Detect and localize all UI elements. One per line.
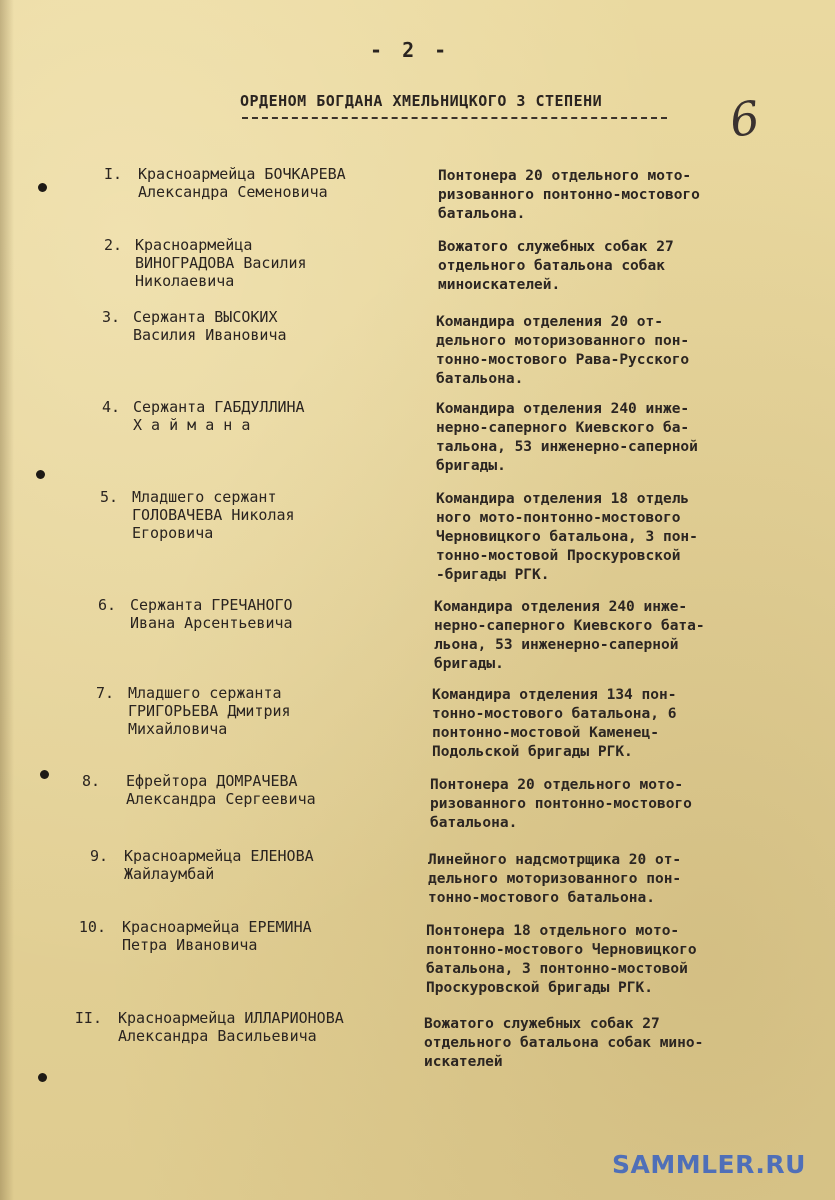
name-line: Красноармейца (135, 236, 253, 254)
document-heading: ОРДЕНОМ БОГДАНА ХМЕЛЬНИЦКОГО 3 СТЕПЕНИ (240, 92, 603, 110)
duty-line: нерно-саперного Киевского ба- (436, 420, 690, 436)
name-line: Красноармейца ИЛЛАРИОНОВА (118, 1009, 344, 1027)
name-line: Николаевича (135, 272, 235, 290)
duty-line: ризованного понтонно-мостового (430, 796, 692, 812)
entry-name (135, 236, 435, 290)
duty-line: отдельного батальона собак (438, 258, 665, 274)
name-line: Александра Семеновича (138, 183, 328, 201)
name-line: Младшего сержант (132, 488, 277, 506)
name-line: ВИНОГРАДОВА Василия (135, 254, 307, 272)
duty-line: миноискателей. (438, 277, 561, 293)
duty-line: Командира отделения 240 инже- (436, 401, 690, 417)
entry-duty (438, 238, 798, 295)
entry-number: 6. (97, 596, 116, 614)
handwritten-margin-mark: 6 (726, 90, 763, 148)
entry-duty (432, 686, 792, 762)
duty-line: Понтонера 20 отдельного мото- (438, 168, 692, 184)
duty-line: искателей (424, 1054, 503, 1070)
name-line: Красноармейца ЕЛЕНОВА (124, 847, 314, 865)
name-line: Василия Ивановича (133, 326, 287, 344)
duty-line: тонно-мостового батальона, 6 (432, 706, 677, 722)
name-line: Младшего сержанта (128, 684, 282, 702)
heading-underline (242, 117, 667, 119)
duty-line: батальона. (436, 371, 524, 387)
name-line: Жайлаумбай (124, 865, 215, 883)
duty-line: понтонно-мостового Черновицкого (426, 942, 697, 958)
entry-name (138, 165, 438, 201)
duty-line: Командира отделения 240 инже- (434, 599, 688, 615)
duty-line: нерно-саперного Киевского бата- (434, 618, 705, 634)
duty-line: тальона, 53 инженерно-саперной (436, 439, 698, 455)
name-line: ГРИГОРЬЕВА Дмитрия (128, 702, 291, 720)
entry-number: 5. (99, 488, 118, 506)
entry-duty (430, 776, 790, 833)
name-line: Александра Сергеевича (126, 790, 316, 808)
duty-line: Черновицкого батальона, 3 пон- (436, 529, 698, 545)
duty-line: бригады. (434, 656, 504, 672)
entry-number: 4. (101, 398, 120, 416)
name-line: Михайловича (128, 720, 228, 738)
entry-name (124, 847, 424, 883)
name-line: ГОЛОВАЧЕВА Николая (132, 506, 295, 524)
entry-name (126, 772, 426, 808)
punch-hole-mark (36, 470, 45, 479)
duty-line: Командира отделения 18 отдель (436, 491, 690, 507)
duty-line: -бригады РГК. (436, 567, 550, 583)
entry-duty (436, 490, 796, 585)
duty-line: батальона. (430, 815, 518, 831)
duty-line: бригады. (436, 458, 506, 474)
duty-line: Вожатого служебных собак 27 (424, 1016, 660, 1032)
name-line: Сержанта ГАБДУЛЛИНА (133, 398, 305, 416)
duty-line: дельного моторизованного пон- (436, 333, 690, 349)
duty-line: тонно-мостового батальона. (428, 890, 655, 906)
site-watermark: SAMMLER.RU (612, 1150, 806, 1179)
duty-line: Проскуровской бригады РГК. (426, 980, 653, 996)
punch-hole-mark (38, 1073, 47, 1082)
entry-name (133, 308, 433, 344)
entry-duty (426, 922, 786, 998)
entry-name (118, 1009, 418, 1045)
entry-name (133, 398, 433, 434)
entry-name (132, 488, 432, 542)
duty-line: Подольской бригады РГК. (432, 744, 633, 760)
duty-line: ного мото-понтонно-мостового (436, 510, 681, 526)
entry-number: 2. (103, 236, 122, 254)
duty-line: тонно-мостового Рава-Русского (436, 352, 690, 368)
duty-line: Понтонера 18 отдельного мото- (426, 923, 680, 939)
duty-line: Командира отделения 20 от- (436, 314, 663, 330)
entry-duty (436, 313, 796, 389)
entry-duty (438, 167, 798, 224)
name-line: Петра Ивановича (122, 936, 258, 954)
name-line: Ефрейтора ДОМРАЧЕВА (126, 772, 298, 790)
entry-number: 9. (89, 847, 108, 865)
entry-name (128, 684, 428, 738)
punch-hole-mark (38, 183, 47, 192)
duty-line: Понтонера 20 отдельного мото- (430, 777, 684, 793)
name-line: Сержанта ВЫСОКИХ (133, 308, 278, 326)
entry-duty (424, 1015, 784, 1072)
duty-line: понтонно-мостовой Каменец- (432, 725, 659, 741)
duty-line: дельного моторизованного пон- (428, 871, 682, 887)
page-number: - 2 - (370, 38, 451, 62)
name-line: Красноармейца БОЧКАРЕВА (138, 165, 346, 183)
duty-line: льона, 53 инженерно-саперной (434, 637, 679, 653)
entry-duty (428, 851, 788, 908)
entry-number: 10. (78, 918, 106, 936)
duty-line: ризованного понтонно-мостового (438, 187, 700, 203)
name-line: Ивана Арсентьевича (130, 614, 293, 632)
page-edge-shadow (0, 0, 14, 1200)
duty-line: батальона, 3 понтонно-мостовой (426, 961, 688, 977)
entry-duty (436, 400, 796, 476)
entry-number: 8. (81, 772, 100, 790)
entry-number: 3. (101, 308, 120, 326)
entry-number: I. (103, 165, 122, 183)
duty-line: тонно-мостовой Проскуровской (436, 548, 681, 564)
entry-number: II. (74, 1009, 102, 1027)
name-line: Александра Васильевича (118, 1027, 317, 1045)
entry-duty (434, 598, 794, 674)
duty-line: Линейного надсмотрщика 20 от- (428, 852, 682, 868)
duty-line: Командира отделения 134 пон- (432, 687, 677, 703)
duty-line: батальона. (438, 206, 526, 222)
duty-line: отдельного батальона собак мино- (424, 1035, 704, 1051)
entry-name (130, 596, 430, 632)
name-line: Красноармейца ЕРЕМИНА (122, 918, 312, 936)
name-line: Егоровича (132, 524, 214, 542)
punch-hole-mark (40, 770, 49, 779)
name-line: Сержанта ГРЕЧАНОГО (130, 596, 293, 614)
entry-name (122, 918, 422, 954)
entry-number: 7. (95, 684, 114, 702)
duty-line: Вожатого служебных собак 27 (438, 239, 674, 255)
name-line: Х а й м а н а (133, 416, 251, 434)
